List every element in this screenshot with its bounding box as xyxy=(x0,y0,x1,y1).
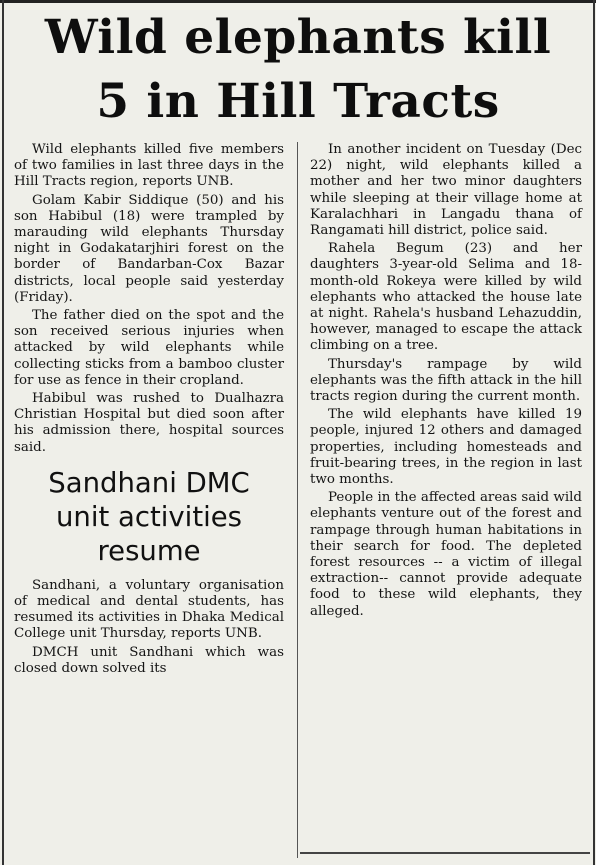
article-paragraph: In another incident on Tuesday (Dec 22) night, wild elephants killed a mother and her two minor daughters while sleeping at their village home at Karalachhari in Langadu thana of Rangamati hill district, police said. xyxy=(310,142,582,239)
main-headline-line-1: Wild elephants kill xyxy=(44,10,552,65)
sub-headline-line-3: resume xyxy=(97,534,201,567)
main-headline-line-2: 5 in Hill Tracts xyxy=(96,74,500,129)
column-divider xyxy=(297,142,298,858)
top-border-rule xyxy=(0,0,596,3)
right-column xyxy=(310,142,582,622)
article-paragraph: Golam Kabir Siddique (50) and his son Habibul (18) were trampled by marauding wild elephants Thursday night in Godakatarjhiri forest on the border of Bandarban-Cox Bazar districts, local people said yesterday (Friday). xyxy=(14,192,284,305)
sub-article-paragraph: DMCH unit Sandhani which was closed down solved its xyxy=(14,644,284,676)
left-border-rule xyxy=(2,0,4,865)
article-paragraph: The wild elephants have killed 19 people, injured 12 others and damaged properties, including homesteads and fruit-bearing trees, in the region in last two months. xyxy=(310,407,582,488)
sub-article-paragraph: Sandhani, a voluntary organisation of medical and dental students, has resumed its activities in Dhaka Medical College unit Thursday, reports UNB. xyxy=(14,577,284,642)
sub-headline-line-2: unit activities xyxy=(55,500,242,533)
article-paragraph: Rahela Begum (23) and her daughters 3-year-old Selima and 18-month-old Rokeya were killed by wild elephants who attacked the house late at night. Rahela's husband Lehazuddin, however, managed to escape the attack climbing on a tree. xyxy=(310,241,582,354)
sub-headline-line-1: Sandhani DMC xyxy=(48,466,250,499)
article-paragraph: Wild elephants killed five members of two families in last three days in the Hill Tracts region, reports UNB. xyxy=(14,142,284,190)
article-paragraph: People in the affected areas said wild elephants venture out of the forest and rampage through human habitations in their search for food. The depleted forest resources -- a victim of illegal extraction-- cannot provide adequate food to these wild elephants, they alleged. xyxy=(310,490,582,619)
article-paragraph: Habibul was rushed to Dualhazra Christian Hospital but died soon after his admission there, hospital sources said. xyxy=(14,391,284,455)
article-paragraph: The father died on the spot and the son received serious injuries when attacked by wild elephants while collecting sticks from a bamboo cluster for use as fence in their cropland. xyxy=(14,308,284,388)
left-column xyxy=(14,142,284,689)
main-headline xyxy=(6,6,590,138)
right-border-rule xyxy=(593,0,595,865)
sub-article-headline xyxy=(14,466,284,568)
article-paragraph: Thursday's rampage by wild elephants was the fifth attack in the hill tracts region during the current month. xyxy=(310,356,582,405)
bottom-border-rule xyxy=(300,852,590,854)
